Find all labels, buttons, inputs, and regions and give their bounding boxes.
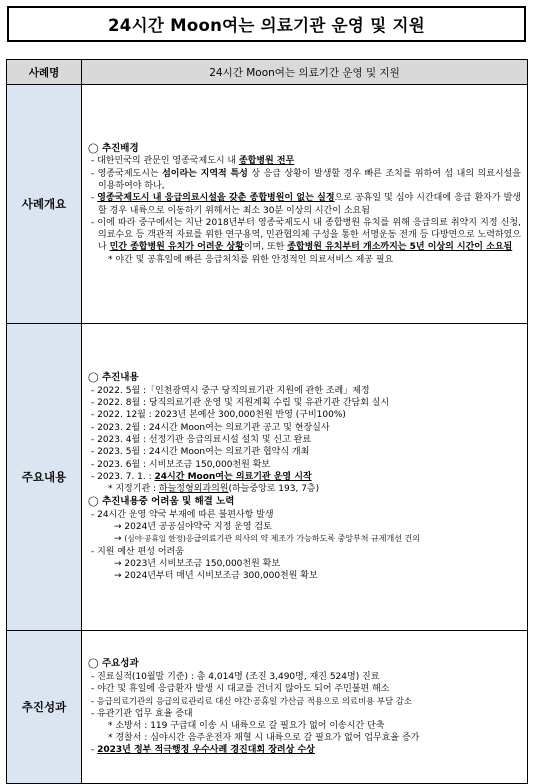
overview-label: 사례개요: [7, 85, 82, 324]
timeline-item: - 2022. 5월 :「인천광역시 중구 당직의료기관 지원에 관한 조례」제정: [91, 385, 370, 396]
overview-heading: ◯ 추진배경: [88, 143, 139, 155]
header-case-name-value: 24시간 Moon여는 의료기간 운영 및 지원: [82, 60, 528, 85]
overview-item: - 영종국제도시 내 응급의료시설을 갖춘 종합병원이 없는 실정으로 공휴일 및 심야 시간대에 응급 환자가 발생할 경우 내륙으로 이동하기 위해서는 최소 30분 이상의 시간이 소요됨: [91, 193, 522, 216]
difficulty-action: → 2024년 공공심야약국 지정 운영 검토: [114, 522, 272, 533]
case-table: [6, 59, 528, 784]
result-item: - 응급의료기관의 응급의료관리료 대신 야간·공휴일 가산금 적용으로 의료비용 부담 감소: [91, 696, 412, 707]
result-item: - 진료실적(10월말 기준) : 총 4,014명 (조진 3,490명, 재진 524명) 진료: [91, 671, 380, 682]
timeline-item: - 2022. 12월 : 2023년 본예산 300,000천원 반영 (구비100%): [91, 410, 346, 421]
results-row: [7, 631, 528, 784]
result-item: - 야간 및 휴일에 응급환자 발생 시 대교를 건너지 않아도 되어 주민불편 해소: [91, 683, 390, 694]
result-subitem: * 소방서 : 119 구급대 이송 시 내륙으로 갈 필요가 없어 이송시간 단축: [108, 720, 385, 731]
page-title: 24시간 Moon여는 의료기관 운영 및 지원: [108, 16, 425, 35]
timeline-item: - 2022. 8월 : 당직의료기관 운영 및 지원계획 수립 및 유관기관 간담회 실시: [91, 398, 390, 409]
main-content-cell: [82, 324, 528, 631]
difficulty-item: - 지원 예산 편성 어려움: [91, 546, 184, 557]
result-item: - 유관기관 업무 효율 증대: [91, 708, 193, 719]
designated-hospital: * 지정기관 : 하늘정형외과의원(하늘중앙로 193, 7층): [108, 484, 320, 495]
overview-item: - 영종국제도시는 섬이라는 지역적 특성 상 응급 상황이 발생할 경우 빠른 조치를 위하여 섬 내의 의료시설을 이용하여야 하나,: [91, 168, 522, 191]
difficulty-action: → 2024년부터 매년 시비보조금 300,000천원 확보: [114, 571, 318, 582]
difficulty-action: → (심야·공휴일 한정)응급의료기관 의사의 약 제조가 가능하도록 중앙부처 규제개선 건의: [114, 534, 420, 545]
overview-row: [7, 85, 528, 324]
overview-item: - 대한민국의 관문인 영종국제도시 내 종합병원 전무: [91, 156, 295, 167]
timeline-item: - 2023. 4월 : 선정기관 응급의료시설 설치 및 신고 완료: [91, 434, 312, 445]
timeline-item: - 2023. 2월 : 24시간 Moon여는 의료기관 공고 및 현장실사: [91, 422, 330, 433]
main-content-label: 주요내용: [7, 324, 82, 631]
result-item: - 2023년 정부 적극행정 우수사례 경진대회 장려상 수상: [91, 745, 315, 756]
timeline-item: - 2023. 7. 1. : 24시간 Moon여는 의료기관 운영 시작: [91, 471, 312, 482]
difficulty-heading: ◯ 추진내용중 어려움 및 해결 노력: [88, 496, 235, 508]
results-label: 추진성과: [7, 631, 82, 784]
timeline-item: - 2023. 6월 : 시비보조금 150,000천원 확보: [91, 459, 271, 470]
results-heading: ◯ 주요성과: [88, 658, 139, 670]
table-header-row: [7, 60, 528, 85]
results-cell: [82, 631, 528, 784]
overview-item: - 이에 따라 중구에서는 지난 2018년부터 영종국제도시 내 종합병원 유치를 위해 응급의료 취약지 지정 신청, 의료수요 등 객관적 자료를 위한 연구용역, 민관협의체 구성을 통한 서명운동 전개 등 다방면으로 노력하였으나 민간 종합병원 유치가 어려운 상황이며, 또한 종합병원 유치부터 개소까지는 5년 이상의 시간이 소요됨: [91, 217, 521, 253]
title-box: [7, 6, 526, 42]
overview-note: * 야간 및 공휴일에 빠른 응급처치를 위한 안정적인 의료서비스 제공 필요: [108, 254, 394, 265]
overview-cell: [82, 85, 528, 324]
difficulty-action: → 2023년 시비보조금 150,000천원 확보: [114, 558, 281, 569]
difficulty-item: - 24시간 운영 약국 부재에 따른 불편사항 발생: [91, 509, 274, 520]
result-subitem: * 경찰서 : 심야시간 음주운전자 채혈 시 내륙으로 갈 필요가 없어 업무효율 증가: [108, 733, 420, 744]
main-content-row: [7, 324, 528, 631]
timeline-item: - 2023. 5월 : 24시간 Moon여는 의료기관 협약식 개최: [91, 447, 310, 458]
progress-heading: ◯ 추진내용: [88, 372, 139, 384]
header-case-name-label: 사례명: [7, 60, 82, 85]
